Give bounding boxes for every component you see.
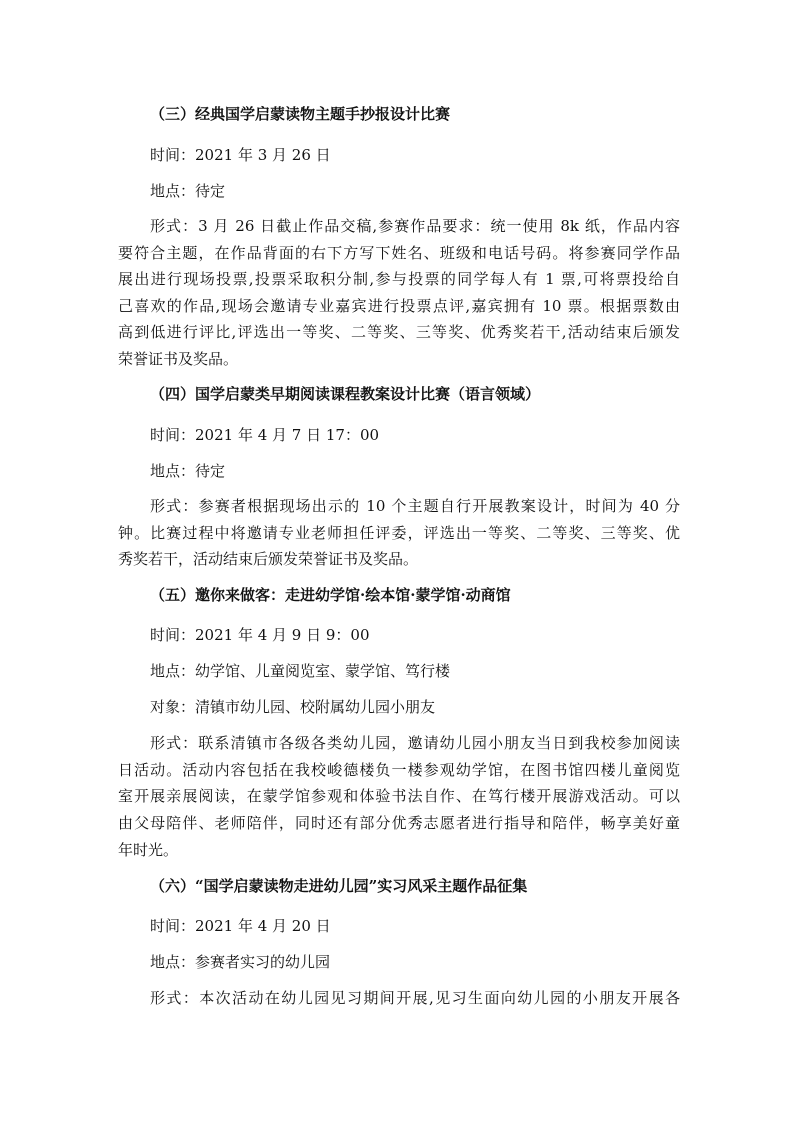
section-4-heading: （四）国学启蒙类早期阅读课程教案设计比赛（语言领域） <box>150 385 541 403</box>
section-3-form-line-3: 展出进行现场投票,投票采取积分制,参与投票的同学每人有 1 票,可将票投给自 <box>118 270 680 288</box>
section-3-form-line-4: 己喜欢的作品,现场会邀请专业嘉宾进行投票点评,嘉宾拥有 10 票。根据票数由 <box>118 297 680 315</box>
section-3-heading: （三）经典国学启蒙读物主题手抄报设计比赛 <box>150 105 451 123</box>
section-5-heading: （五）邀你来做客：走进幼学馆·绘本馆·蒙学馆·动商馆 <box>150 586 511 604</box>
section-6-time: 时间：2021 年 4 月 20 日 <box>150 917 331 935</box>
section-4-form-line-3: 秀奖若干，活动结束后颁发荣誉证书及奖品。 <box>118 550 419 568</box>
section-4-form-line-2: 钟。比赛过程中将邀请专业老师担任评委，评选出一等奖、二等奖、三等奖、优 <box>118 524 680 542</box>
section-5-form-line-4: 由父母陪伴、老师陪伴，同时还有部分优秀志愿者进行指导和陪伴，畅享美好童 <box>118 814 680 832</box>
section-3-form-line-2: 要符合主题，在作品背面的右下方写下姓名、班级和电话号码。将参赛同学作品 <box>118 244 680 262</box>
section-5-place: 地点：幼学馆、儿童阅览室、蒙学馆、笃行楼 <box>150 662 451 680</box>
section-3-form-line-6: 荣誉证书及奖品。 <box>118 350 239 368</box>
section-5-form-line-3: 室开展亲展阅读，在蒙学馆参观和体验书法自作、在笃行楼开展游戏活动。可以 <box>118 787 680 805</box>
section-6-place: 地点：参赛者实习的幼儿园 <box>150 953 331 971</box>
section-5-form-line-1: 形式：联系清镇市各级各类幼儿园，邀请幼儿园小朋友当日到我校参加阅读 <box>150 734 680 752</box>
section-5-time: 时间：2021 年 4 月 9 日 9：00 <box>150 626 370 644</box>
section-4-place: 地点：待定 <box>150 462 226 480</box>
section-3-form-line-5: 高到低进行评比,评选出一等奖、二等奖、三等奖、优秀奖若干,活动结束后颁发 <box>118 323 680 341</box>
section-6-heading: （六）“国学启蒙读物走进幼儿园”实习风采主题作品征集 <box>150 877 528 895</box>
section-4-form-line-1: 形式：参赛者根据现场出示的 10 个主题自行开展教案设计，时间为 40 分 <box>150 497 680 515</box>
section-5-form-line-5: 年时光。 <box>118 841 179 859</box>
section-3-form-line-1: 形式：3 月 26 日截止作品交稿,参赛作品要求：统一使用 8k 纸，作品内容 <box>150 217 680 235</box>
section-3-place: 地点：待定 <box>150 182 226 200</box>
section-4-time: 时间：2021 年 4 月 7 日 17：00 <box>150 426 380 444</box>
section-5-target: 对象：清镇市幼儿园、校附属幼儿园小朋友 <box>150 698 436 716</box>
section-6-form-line-1: 形式：本次活动在幼儿园见习期间开展,见习生面向幼儿园的小朋友开展各 <box>150 989 680 1007</box>
section-5-form-line-2: 日活动。活动内容包括在我校峻德楼负一楼参观幼学馆，在图书馆四楼儿童阅览 <box>118 761 680 779</box>
section-3-time: 时间：2021 年 3 月 26 日 <box>150 146 331 164</box>
